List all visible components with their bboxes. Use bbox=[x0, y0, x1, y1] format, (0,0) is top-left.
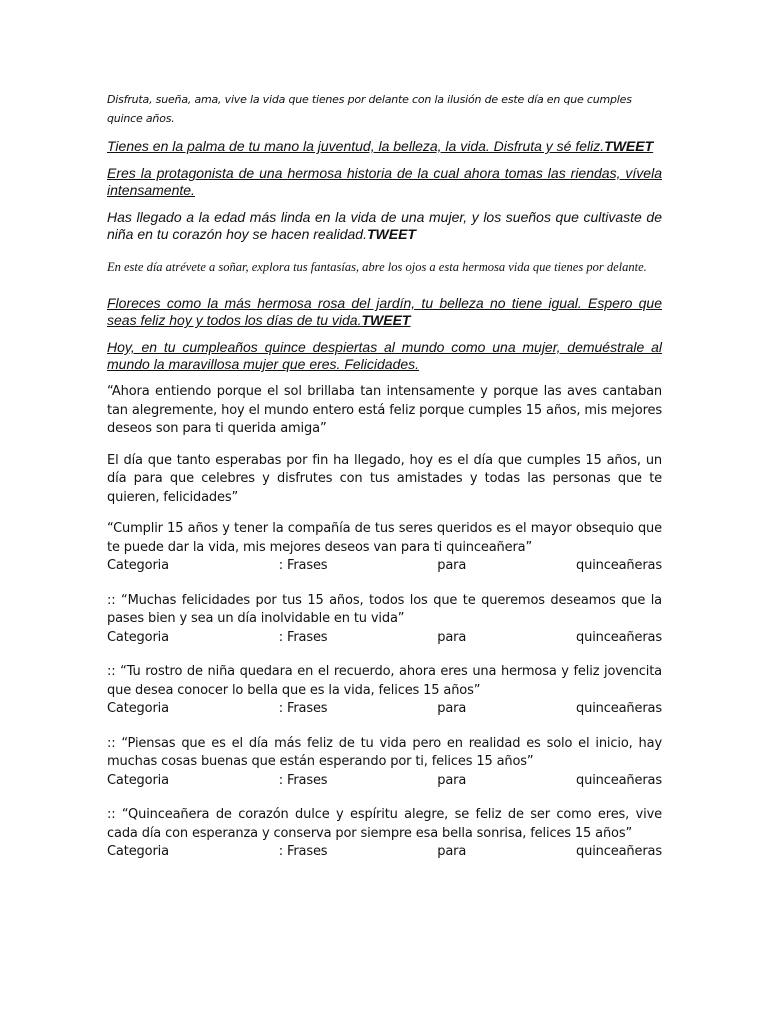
category-name[interactable]: quinceañeras bbox=[576, 844, 662, 859]
quote-block bbox=[107, 592, 662, 648]
category-line bbox=[107, 843, 662, 862]
quote-block bbox=[107, 806, 662, 862]
category-word: Categoria bbox=[107, 844, 169, 859]
quote-text: :: “Piensas que es el día más feliz de tu vida pero en realidad es solo el inicio, hay muchas cosas buenas que están esperando por ti, felices 15 años” bbox=[107, 735, 662, 769]
category-sep: : Frases bbox=[278, 629, 328, 645]
category-sep: : Frases bbox=[278, 772, 328, 788]
category-word: Categoria bbox=[107, 558, 169, 573]
quote-block bbox=[107, 663, 662, 719]
quote-block bbox=[107, 735, 662, 791]
category-para: para bbox=[437, 558, 467, 573]
paragraph-atrevete: En este día atrévete a soñar, explora tus fantasías, abre los ojos a esta hermosa vida que tienes por delante. bbox=[107, 260, 647, 274]
paragraph-text: Tienes en la palma de tu mano la juventud, la belleza, la vida. Disfruta y sé feliz. bbox=[107, 138, 605, 154]
paragraph-floreces bbox=[107, 295, 662, 329]
document-page bbox=[107, 90, 662, 878]
quote-text: :: “Quinceañera de corazón dulce y espíritu alegre, se feliz de ser como eres, vive cada día con esperanza y conserva por siempre esa bella sonrisa, felices 15 años” bbox=[107, 807, 662, 841]
quote-block bbox=[107, 520, 662, 576]
paragraph-protagonista: Eres la protagonista de una hermosa historia de la cual ahora tomas las riendas, vívela intensamente. bbox=[107, 165, 662, 198]
category-sep: : Frases bbox=[278, 558, 328, 573]
quote-text: :: “Tu rostro de niña quedara en el recuerdo, ahora eres una hermosa y feliz jovencita que desea conocer lo bella que es la vida, felices 15 años” bbox=[107, 664, 662, 698]
category-line bbox=[107, 557, 662, 576]
category-name[interactable]: quinceañeras bbox=[576, 629, 662, 645]
category-line bbox=[107, 629, 662, 648]
category-sep: : Frases bbox=[278, 844, 328, 859]
quote-text: :: “Muchas felicidades por tus 15 años, todos los que te queremos deseamos que la pases bien y sea un día inolvidable en tu vida” bbox=[107, 592, 662, 626]
paragraph-palma bbox=[107, 138, 662, 155]
paragraph-hoy: Hoy, en tu cumpleaños quince despiertas al mundo como una mujer, demuéstrale al mundo la maravillosa mujer que eres. Felicidades. bbox=[107, 339, 662, 372]
tweet-link[interactable]: TWEET bbox=[361, 312, 411, 328]
paragraph-text: Has llegado a la edad más linda en la vida de una mujer, y los sueños que cultivaste de niña en tu corazón hoy se hacen realidad. bbox=[107, 209, 662, 242]
paragraph-edad bbox=[107, 209, 662, 243]
category-name[interactable]: quinceañeras bbox=[576, 558, 662, 573]
category-name[interactable]: quinceañeras bbox=[576, 772, 662, 788]
paragraph-esperabas: El día que tanto esperabas por fin ha llegado, hoy es el día que cumples 15 años, un día para que celebres y disfrutes con tus amistades y todas las personas que te quieren, felicidades” bbox=[107, 452, 662, 505]
category-para: para bbox=[437, 629, 467, 645]
paragraph-ahora: “Ahora entiendo porque el sol brillaba tan intensamente y porque las aves cantaban tan alegremente, hoy el mundo entero está feliz porque cumples 15 años, mis mejores deseos son para ti querida amiga” bbox=[107, 384, 662, 436]
category-word: Categoria bbox=[107, 701, 169, 716]
category-para: para bbox=[437, 844, 467, 859]
tweet-link[interactable]: TWEET bbox=[366, 226, 416, 242]
quote-text: “Cumplir 15 años y tener la compañía de tus seres queridos es el mayor obsequio que te puede dar la vida, mis mejores deseos van para ti quinceañera” bbox=[107, 521, 662, 555]
paragraph-intro: Disfruta, sueña, ama, vive la vida que tienes por delante con la ilusión de este día en que cumples quince años. bbox=[107, 93, 632, 125]
paragraph-text: Floreces como la más hermosa rosa del jardín, tu belleza no tiene igual. Espero que seas feliz hoy y todos los días de tu vida. bbox=[107, 295, 662, 328]
category-word: Categoria bbox=[107, 629, 169, 645]
category-word: Categoria bbox=[107, 772, 169, 788]
category-sep: : Frases bbox=[278, 701, 328, 716]
category-para: para bbox=[437, 701, 467, 716]
category-line bbox=[107, 700, 662, 719]
category-para: para bbox=[437, 772, 467, 788]
category-line bbox=[107, 772, 662, 791]
category-name[interactable]: quinceañeras bbox=[576, 701, 662, 716]
tweet-link[interactable]: TWEET bbox=[604, 138, 654, 154]
